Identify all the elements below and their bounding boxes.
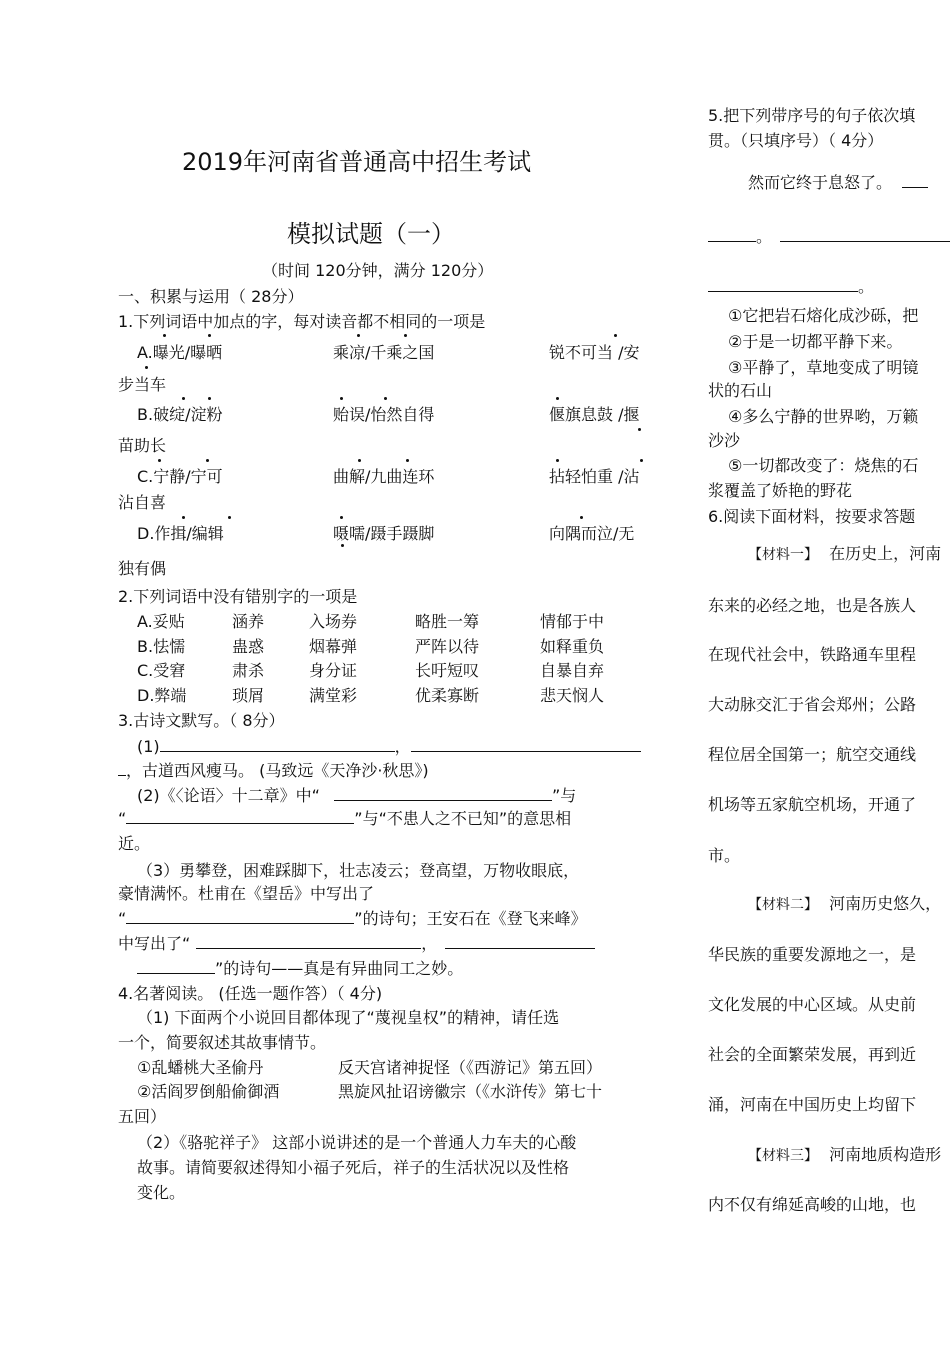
answer-blank[interactable] xyxy=(118,761,126,776)
q4-option1-b: 反天宫诸神捉怪（《西游记》第五回） xyxy=(338,1058,603,1077)
q5-sentence-4b: 沙沙 xyxy=(708,431,741,450)
emphasis-dot xyxy=(208,397,211,400)
q6-stem: 6.阅读下面材料，按要求答题 xyxy=(708,507,916,526)
q2-row-c-1: C.受窘 xyxy=(137,661,186,680)
page-subtitle: 模拟试题（一） xyxy=(287,220,455,248)
emphasis-dot xyxy=(638,428,641,431)
q3-part2-line2 xyxy=(118,806,571,829)
q5-sentence-3a: ③平静了，草地变成了明镜 xyxy=(728,358,919,377)
q4-part2-line1: （2）《骆驼祥子》 这部小说讲述的是一个普通人力车夫的心酸 xyxy=(137,1133,577,1152)
q3-part3-line1: （3）勇攀登，困难踩脚下，壮志凌云；登高望，万物收眼底， xyxy=(137,861,580,880)
q3-part1-line1 xyxy=(137,734,641,757)
emphasis-dot xyxy=(406,459,409,462)
q3-part2-tail: ”与“不患人之不已知”的意思相 xyxy=(354,809,572,828)
q5-sentence-3b: 状的石山 xyxy=(708,381,773,400)
answer-blank[interactable] xyxy=(708,227,756,242)
q3-part3-line3 xyxy=(118,906,587,929)
q2-row-c-2: 肃杀 xyxy=(232,661,265,680)
material-text: 在历史上，河南 xyxy=(829,544,942,563)
answer-blank[interactable] xyxy=(160,737,395,752)
page-title: 2019年河南省普通高中招生考试 xyxy=(182,148,532,176)
q6-material1-line4: 大动脉交汇于省会郑州；公路 xyxy=(708,695,917,714)
q1-option-a-3: 锐不可当 /安 xyxy=(549,343,640,362)
q1-option-b-cont: 苗助长 xyxy=(118,436,167,455)
q6-material1-line6: 机场等五家航空机场，开通了 xyxy=(708,795,917,814)
material-text: 河南历史悠久， xyxy=(829,894,942,913)
emphasis-dot xyxy=(556,459,559,462)
q2-row-a-3: 入场券 xyxy=(309,612,358,631)
q6-material3-line1 xyxy=(748,1142,941,1165)
emphasis-dot xyxy=(614,334,617,337)
q5-sentence-4a: ④多么宁静的世界哟，万籁 xyxy=(728,407,919,426)
q2-row-d-1: D.弊端 xyxy=(137,686,187,705)
q6-material2-line1 xyxy=(748,891,941,914)
q2-row-b-2: 蛊惑 xyxy=(232,637,265,656)
q4-stem: 4.名著阅读。 (任选一题作答）（ 4分) xyxy=(118,984,383,1003)
q3-part3-line4-head: 中写出了“ xyxy=(118,934,191,953)
time-note: （时间 120分钟，满分 120分） xyxy=(262,261,494,280)
q6-material3-line2: 内不仅有绵延高峻的山地，也 xyxy=(708,1195,917,1214)
q4-option1-a: ①乱蟠桃大圣偷丹 xyxy=(137,1058,264,1077)
q4-part2-line3: 变化。 xyxy=(137,1183,186,1202)
answer-blank[interactable] xyxy=(902,173,928,188)
q1-stem: 1.下列词语中加点的字，每对读音都不相同的一项是 xyxy=(118,312,486,331)
q1-option-c-cont: 沾自喜 xyxy=(118,493,167,512)
emphasis-dot xyxy=(228,516,231,519)
q2-stem: 2.下列词语中没有错别字的一项是 xyxy=(118,587,358,606)
emphasis-dot xyxy=(384,397,387,400)
q1-option-c-2: 曲解/九曲连环 xyxy=(333,467,435,486)
answer-blank[interactable] xyxy=(196,934,421,949)
emphasis-dot xyxy=(640,459,643,462)
q1-option-a-1: A.曝光/曝晒 xyxy=(137,343,223,362)
q2-row-b-1: B.怯懦 xyxy=(137,637,186,656)
q5-sentence-5a: ⑤一切都改变了：烧焦的石 xyxy=(728,456,919,475)
q2-row-d-3: 满堂彩 xyxy=(309,686,358,705)
q1-option-a-cont: 步当车 xyxy=(118,375,167,394)
emphasis-dot xyxy=(182,397,185,400)
q2-row-a-4: 略胜一筹 xyxy=(415,612,480,631)
material-label: 【材料二】 xyxy=(748,897,818,913)
q3-part1-tail: ，古道西风瘦马。 (马致远《天净沙·秋思》) xyxy=(126,761,429,780)
q2-row-a-5: 情郁于中 xyxy=(540,612,605,631)
section-heading: 一、积累与运用（ 28分） xyxy=(118,287,304,306)
q1-option-d-cont: 独有偶 xyxy=(118,559,167,578)
q6-material1-line7: 市。 xyxy=(708,846,741,865)
q2-row-a-1: A.妥贴 xyxy=(137,612,185,631)
q1-option-c-3: 拈轻怕重 /沾 xyxy=(549,467,640,486)
q3-part2-end: 近。 xyxy=(118,834,151,853)
q3-part3-tail: ”的诗句；王安石在《登飞来峰》 xyxy=(354,909,587,928)
q3-part1-label: (1) xyxy=(137,737,160,756)
emphasis-dot xyxy=(340,397,343,400)
emphasis-dot xyxy=(208,334,211,337)
material-text: 河南地质构造形 xyxy=(829,1145,942,1164)
q3-part2-line1 xyxy=(137,783,576,806)
q1-option-d-1: D.作揖/编辑 xyxy=(137,524,224,543)
material-label: 【材料一】 xyxy=(748,547,818,563)
answer-blank[interactable] xyxy=(411,737,641,752)
q6-material1-line5: 程位居全国第一；航空交通线 xyxy=(708,745,917,764)
emphasis-dot xyxy=(182,516,185,519)
answer-blank[interactable] xyxy=(708,277,858,292)
q1-option-d-3: 向隅而泣/无 xyxy=(549,524,635,543)
q4-part1-line2: 一个，简要叙述其故事情节。 xyxy=(118,1033,327,1052)
q5-sentence-2: ②于是一切都平静下来。 xyxy=(728,332,903,351)
q3-part3-line5-tail: ”的诗句——真是有异曲同工之妙。 xyxy=(215,959,464,978)
q2-row-d-4: 优柔寡断 xyxy=(415,686,480,705)
emphasis-dot xyxy=(206,459,209,462)
emphasis-dot xyxy=(404,334,407,337)
q2-row-b-3: 烟幕弹 xyxy=(309,637,358,656)
answer-blank[interactable] xyxy=(126,809,354,824)
q4-part1-line1: （1) 下面两个小说回目都体现了“蔑视皇权”的精神，请任选 xyxy=(137,1008,560,1027)
q3-part3-line2: 豪情满怀。杜甫在《望岳》中写出了 xyxy=(118,884,375,903)
q5-stem-line1: 5.把下列带序号的句子依次填 xyxy=(708,106,916,125)
emphasis-dot xyxy=(580,516,583,519)
q1-option-d-2: 嗫嚅/蹑手蹑脚 xyxy=(333,524,435,543)
q2-row-b-4: 严阵以待 xyxy=(415,637,480,656)
q5-prompt-text: 然而它终于息怒了。 xyxy=(748,173,893,192)
q5-stem-line2: 贯。（只填序号）（ 4分） xyxy=(708,131,884,150)
q1-option-b-1: B.破绽/淀粉 xyxy=(137,405,223,424)
answer-blank[interactable] xyxy=(126,909,354,924)
q6-material2-line4: 社会的全面繁荣发展，再到近 xyxy=(708,1045,917,1064)
emphasis-dot xyxy=(158,459,161,462)
q3-part2-mid: ”与 xyxy=(551,786,577,805)
emphasis-dot xyxy=(341,544,344,547)
q3-part2-open: “ xyxy=(118,809,127,828)
q6-material2-line2: 华民族的重要发源地之一，是 xyxy=(708,945,917,964)
q6-material1-line3: 在现代社会中，铁路通车里程 xyxy=(708,645,917,664)
q5-blank-line2 xyxy=(708,274,874,297)
q5-sentence-1: ①它把岩石熔化成沙砾，把 xyxy=(728,306,919,325)
material-label: 【材料三】 xyxy=(748,1148,818,1164)
q5-blank-line1 xyxy=(708,224,950,247)
q3-part1-comma: ， xyxy=(394,737,411,756)
emphasis-dot xyxy=(163,334,166,337)
q2-row-d-2: 琐屑 xyxy=(232,686,265,705)
q3-stem: 3.古诗文默写。（ 8分） xyxy=(118,711,285,730)
q3-part3-comma: ， xyxy=(421,934,438,953)
q3-part3-open: “ xyxy=(118,909,127,928)
q4-option2-a: ②活阎罗倒船偷御酒 xyxy=(137,1082,280,1101)
q1-option-b-2: 贻误/怡然自得 xyxy=(333,405,435,424)
q2-row-c-5: 自暴自弃 xyxy=(540,661,605,680)
answer-blank[interactable] xyxy=(334,786,552,801)
q2-row-b-5: 如释重负 xyxy=(540,637,605,656)
q4-option2-b: 黑旋风扯诏谤徽宗（《水浒传》第七十 xyxy=(338,1082,603,1101)
emphasis-dot xyxy=(357,334,360,337)
q6-material1-line1 xyxy=(748,541,941,564)
answer-blank[interactable] xyxy=(780,227,950,242)
answer-blank[interactable] xyxy=(445,934,595,949)
emphasis-dot xyxy=(145,366,148,369)
q2-row-d-5: 悲天悯人 xyxy=(540,686,605,705)
q4-option2-c: 五回） xyxy=(118,1107,167,1126)
emphasis-dot xyxy=(358,459,361,462)
q5-prompt xyxy=(748,170,928,193)
q4-part2-line2: 故事。请简要叙述得知小福子死后，祥子的生活状况以及性格 xyxy=(137,1158,570,1177)
answer-blank[interactable] xyxy=(137,959,215,974)
q2-row-a-2: 涵养 xyxy=(232,612,265,631)
q1-option-c-1: C.宁静/宁可 xyxy=(137,467,223,486)
q3-part1-line2 xyxy=(118,758,429,781)
q2-row-c-4: 长吁短叹 xyxy=(415,661,480,680)
q2-row-c-3: 身分证 xyxy=(309,661,358,680)
q5-sentence-5b: 浆覆盖了娇艳的野花 xyxy=(708,481,853,500)
q1-option-b-3: 偃旗息鼓 /揠 xyxy=(549,405,640,424)
q1-option-a-2: 乘凉/千乘之国 xyxy=(333,343,435,362)
emphasis-dot xyxy=(556,397,559,400)
emphasis-dot xyxy=(340,516,343,519)
q6-material1-line2: 东来的必经之地，也是各族人 xyxy=(708,596,917,615)
q5-period: 。 xyxy=(858,277,875,296)
q3-part3-line5 xyxy=(137,956,463,979)
q6-material2-line5: 涌，河南在中国历史上均留下 xyxy=(708,1095,917,1114)
q3-part2-head: (2)《〈论语〉十二章》中“ xyxy=(137,786,320,805)
q6-material2-line3: 文化发展的中心区域。从史前 xyxy=(708,995,917,1014)
q3-part3-line4 xyxy=(118,931,595,954)
q5-period: 。 xyxy=(756,227,773,246)
